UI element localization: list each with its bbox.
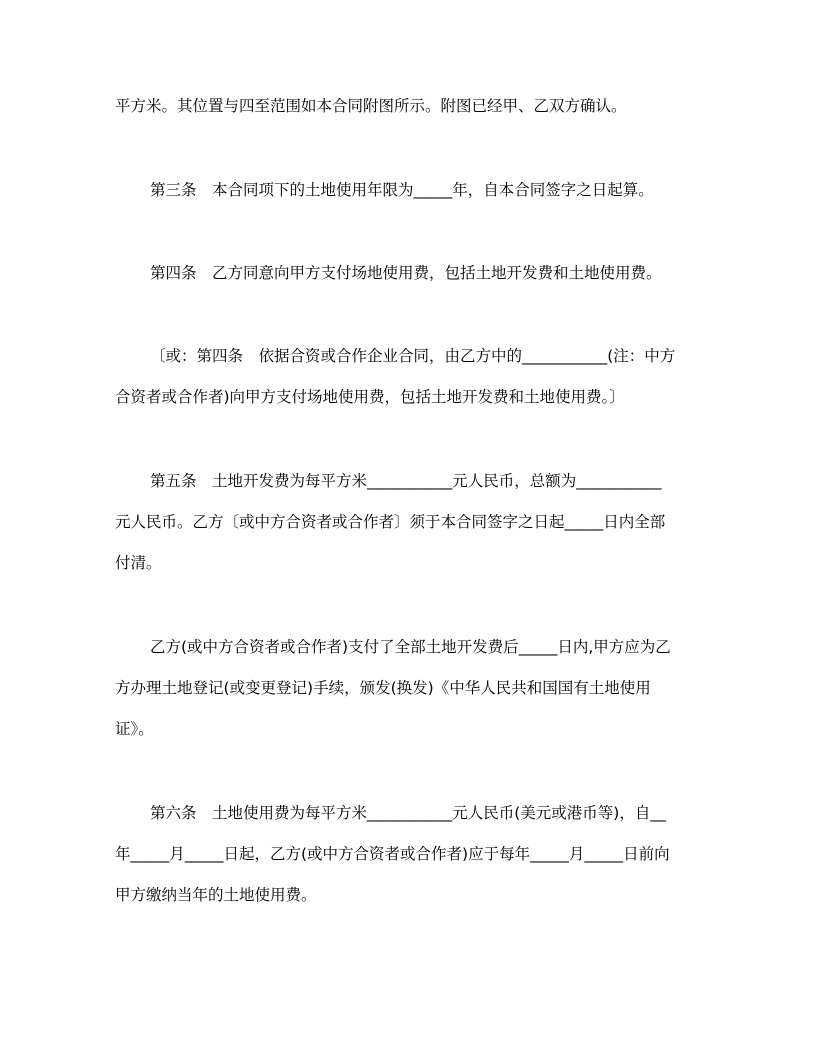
article-6-line-1: 第六条 土地使用费为每平方米___________元人民币(美元或港币等)，自__ [150, 804, 666, 822]
article-6-line-3: 甲方缴纳当年的土地使用费。 [115, 886, 317, 904]
article-5-line-2: 元人民币。乙方〔或中方合资者或合作者〕须于本合同签字之日起_____日内全部 [115, 513, 666, 531]
article-5-line-3: 付清。 [115, 554, 162, 572]
registration-line-1: 乙方(或中方合资者或合作者)支付了全部土地开发费后_____日内,甲方应为乙 [150, 638, 671, 656]
registration-line-2: 方办理土地登记(或变更登记)手续，颁发(换发)《中华人民共和国国有土地使用 [115, 679, 651, 697]
article-6-line-2: 年_____月_____日起，乙方(或中方合资者或合作者)应于每年_____月_____日前向 [115, 845, 670, 863]
article-4-alt-line-2: 合资者或合作者)向甲方支付场地使用费，包括土地开发费和土地使用费。〕 [115, 388, 625, 406]
article-3-line: 第三条 本合同项下的土地使用年限为_____年，自本合同签字之日起算。 [150, 181, 654, 199]
article-4-alt-line-1: 〔或：第四条 依据合资或合作企业合同，由乙方中的___________(注：中方 [150, 347, 676, 365]
article-4-line: 第四条 乙方同意向甲方支付场地使用费，包括土地开发费和土地使用费。 [150, 264, 662, 282]
registration-line-3: 证》。 [115, 720, 154, 738]
article-5-line-1: 第五条 土地开发费为每平方米___________元人民币，总额为___________ [150, 472, 662, 490]
paragraph-line: 平方米。其位置与四至范围如本合同附图所示。附图已经甲、乙双方确认。 [115, 97, 627, 115]
